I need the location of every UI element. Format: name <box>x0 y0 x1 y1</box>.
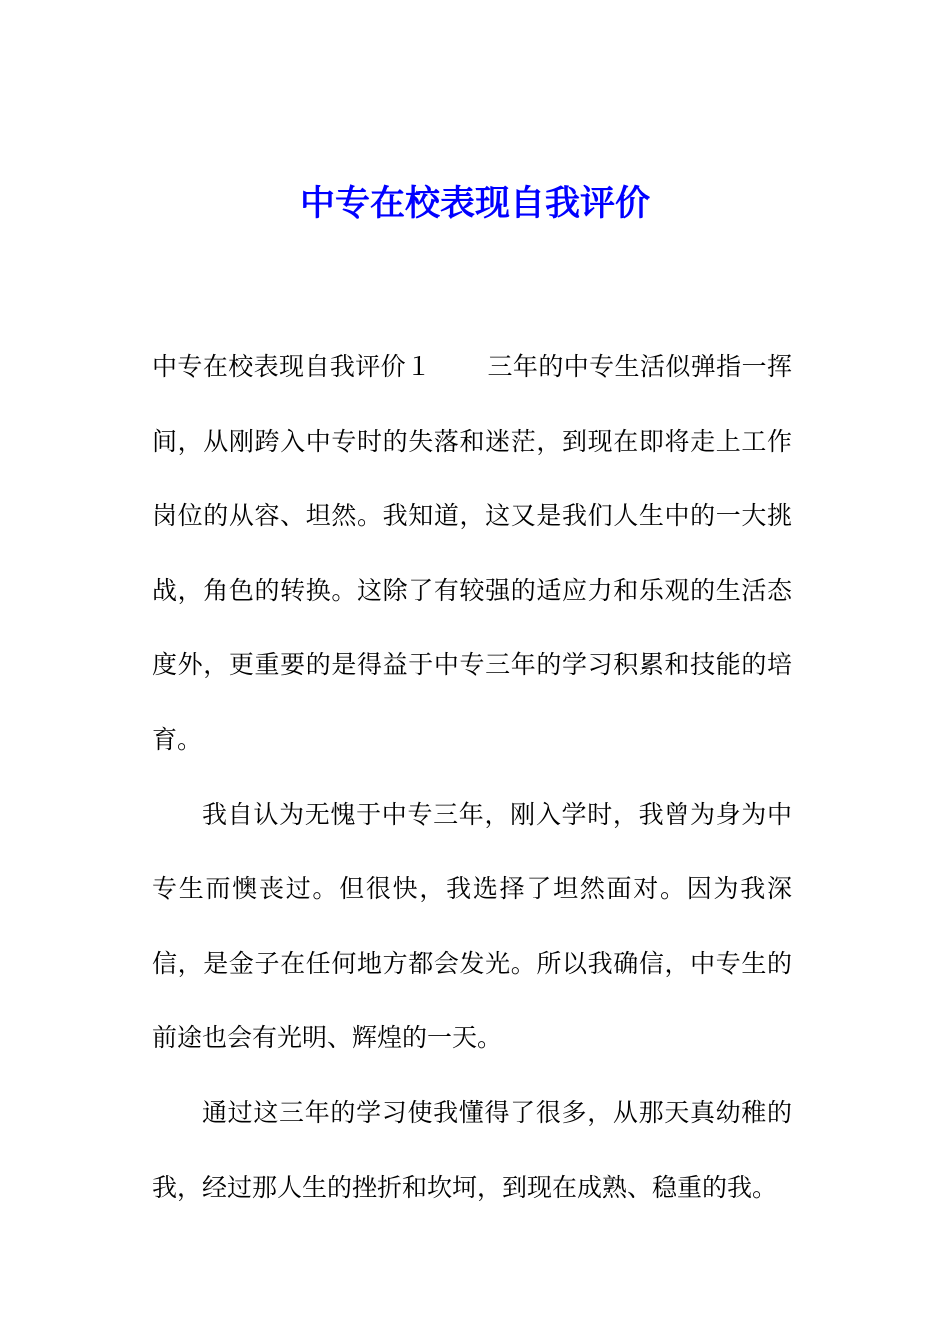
section-heading: 中专在校表现自我评价１ <box>152 352 432 381</box>
document-body <box>152 330 792 1225</box>
paragraph-1-text: 三年的中专生活似弹指一挥间，从刚跨入中专时的失落和迷茫，到现在即将走上工作岗位的从容、坦然。我知道，这又是我们人生中的一大挑战，角色的转换。这除了有较强的适应力和乐观的生活态度外，更重要的是得益于中专三年的学习积累和技能的培育。 <box>152 352 792 754</box>
paragraph-1 <box>152 330 792 778</box>
paragraph-2: 我自认为无愧于中专三年，刚入学时，我曾为身为中专生而懊丧过。但很快，我选择了坦然面对。因为我深信，是金子在任何地方都会发光。所以我确信，中专生的前途也会有光明、辉煌的一天。 <box>152 799 792 1053</box>
document-title: 中专在校表现自我评价 <box>299 183 650 224</box>
paragraph-3: 通过这三年的学习使我懂得了很多，从那天真幼稚的我，经过那人生的挫折和坎坷，到现在成熟、稳重的我。 <box>152 1097 792 1202</box>
